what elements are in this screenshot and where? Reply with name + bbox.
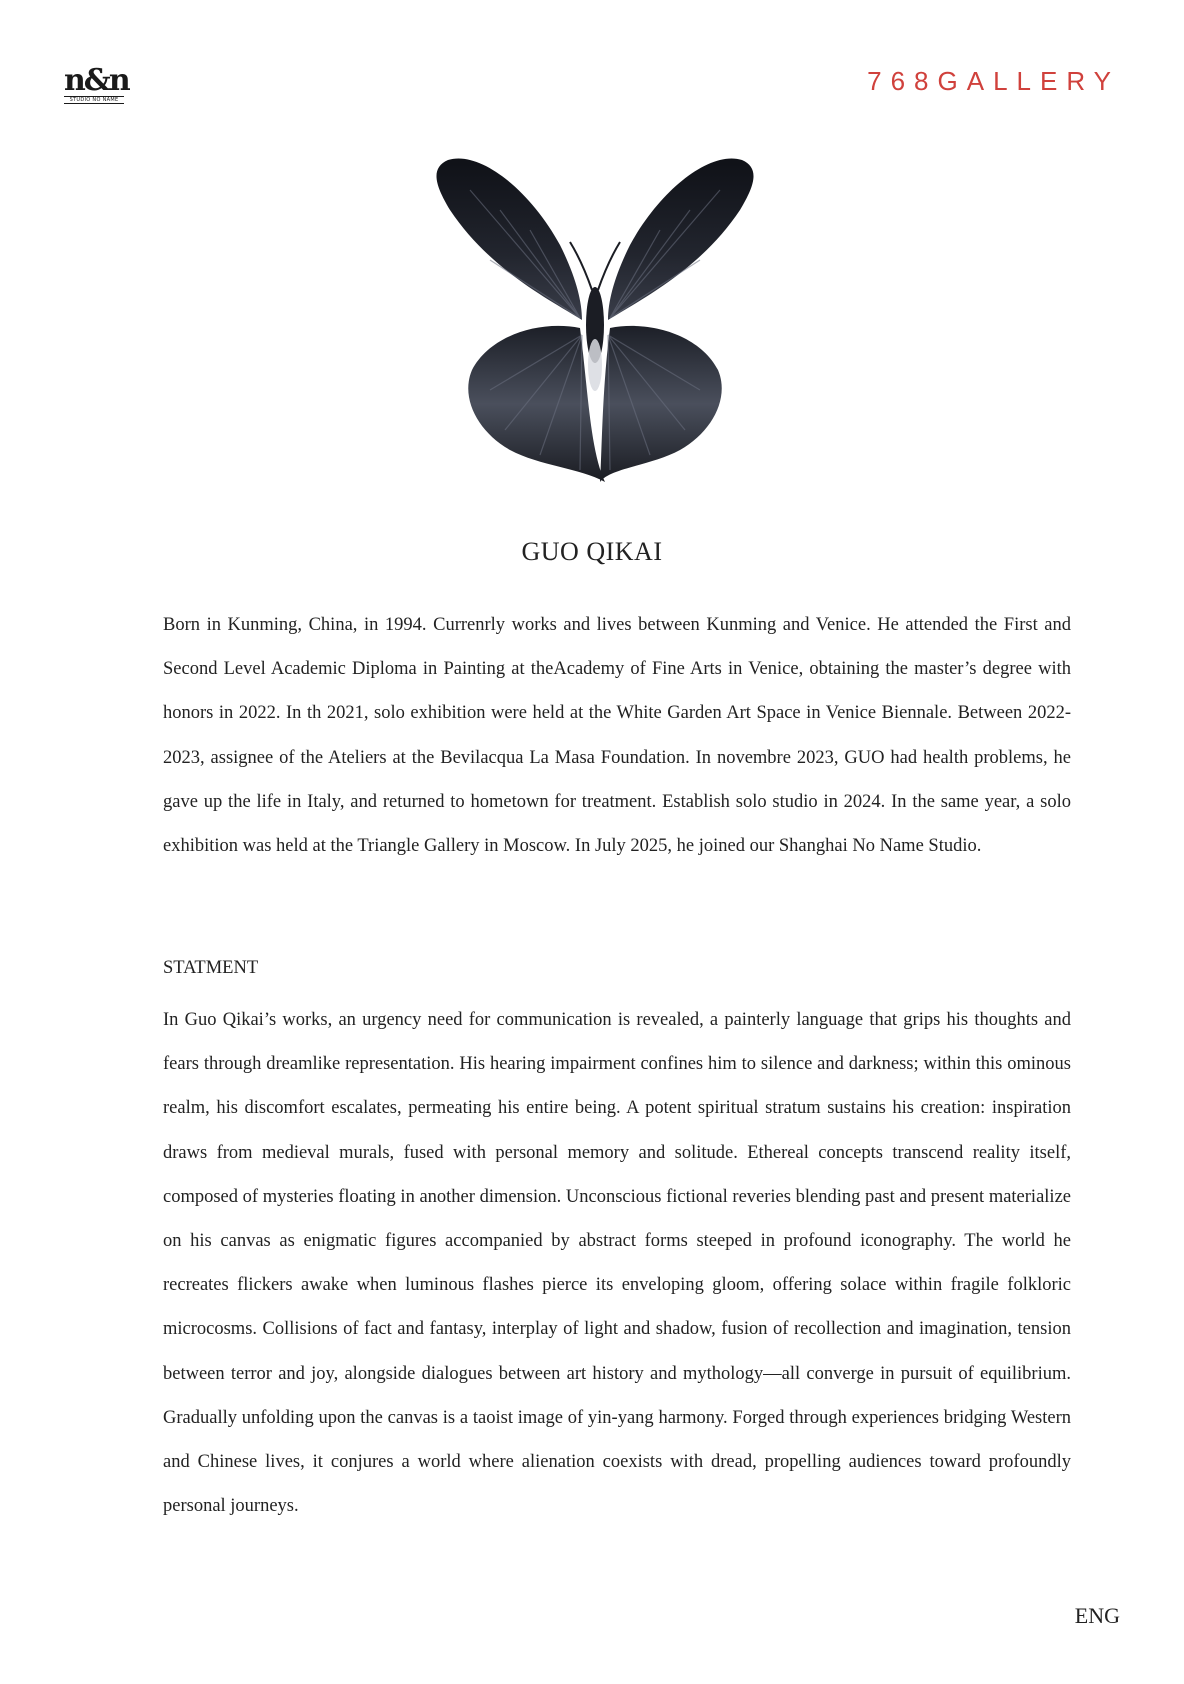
statement-heading: STATMENT [163,958,259,978]
studio-logo [64,63,129,104]
studio-logo-mark: n&n [64,63,129,98]
butterfly-icon [430,150,760,490]
artist-statement: In Guo Qikai’s works, an urgency need for communication is revealed, a painterly language that grips his thoughts and fears through dreamlike representation. His hearing impairment confines him to silence and darkness; within this ominous realm, his discomfort escalates, permeating his entire being. A potent spiritual stratum sustains his creation: inspiration draws from medieval murals, fused with personal memory and solitude. Ethereal concepts transcend reality itself, composed of mysteries floating in another dimension. Unconscious fictional reveries blending past and present materialize on his canvas as enigmatic figures accompanied by abstract forms steeped in profound iconography. The world he recreates flickers awake when luminous flashes pierce its enveloping gloom, offering solace within fragile folkloric microcosms. Collisions of fact and fantasy, interplay of light and shadow, fusion of recollection and imagination, tension between terror and joy, alongside dialogues between art history and mythology—all converge in pursuit of equilibrium. Gradually unfolding upon the canvas is a taoist image of yin-yang harmony. Forged through experiences bridging Western and Chinese lives, it conjures a world where alienation coexists with dread, propelling audiences toward profoundly personal journeys. [163,1010,1071,1517]
language-label: ENG [1074,1603,1120,1628]
studio-logo-subtitle: STUDIO NO NAME [64,96,124,104]
artist-name: GUO QIKAI [521,537,663,566]
artist-biography: Born in Kunming, China, in 1994. Currenrly works and lives between Kunming and Venice. He attended the First and Second Level Academic Diploma in Painting at theAcademy of Fine Arts in Venice, obtaining the master’s degree with honors in 2022. In th 2021, solo exhibition were held at the White Garden Art Space in Venice Biennale. Between 2022-2023, assignee of the Ateliers at the Bevilacqua La Masa Foundation. In novembre 2023, GUO had health problems, he gave up the life in Italy, and returned to hometown for treatment. Establish solo studio in 2024. In the same year, a solo exhibition was held at the Triangle Gallery in Moscow. In July 2025, he joined our Shanghai No Name Studio. [163,615,1071,857]
gallery-logo: 768GALLERY [867,66,1120,96]
